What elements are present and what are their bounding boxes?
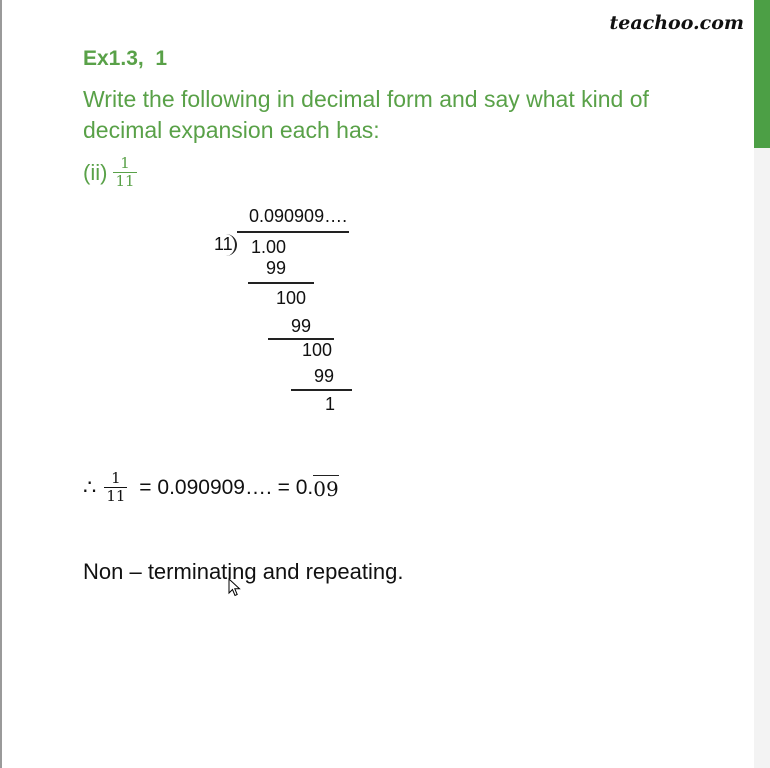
part-label: (ii)	[83, 159, 108, 185]
mouse-pointer-icon	[228, 578, 242, 598]
part-fraction	[113, 155, 136, 190]
fraction-numerator: 1	[111, 469, 121, 487]
subtraction-line	[291, 389, 352, 391]
result-fraction	[104, 470, 127, 505]
decimal-equality: = 0.090909…. = 0.	[133, 475, 314, 499]
subtraction-line	[248, 282, 314, 284]
division-dividend: 1.00	[251, 237, 287, 257]
result-line	[83, 470, 339, 505]
scrollbar-thumb[interactable]	[754, 0, 770, 148]
division-step: 100	[276, 288, 307, 308]
question-part	[83, 155, 137, 190]
division-quotient: 0.090909….	[249, 206, 348, 226]
repeating-digits: 09	[313, 476, 339, 501]
fraction-denominator: 11	[106, 487, 126, 505]
division-step: 99	[314, 366, 335, 386]
exercise-title: Ex1.3, 1	[83, 47, 168, 70]
fraction-denominator: 11	[115, 172, 135, 190]
conclusion-text: Non – terminating and repeating.	[83, 559, 404, 584]
division-step: 99	[291, 316, 312, 336]
division-step: 99	[266, 258, 287, 278]
question-text: Write the following in decimal form and say what kind of decimal expansion each has:	[83, 86, 649, 143]
division-bar	[237, 231, 349, 233]
division-remainder: 1	[325, 394, 336, 414]
brand-logo: teachoo.com	[609, 12, 744, 34]
fraction-numerator: 1	[120, 154, 130, 172]
therefore-symbol: ∴	[83, 476, 97, 499]
page-left-border	[0, 0, 2, 768]
division-divisor: 11	[214, 234, 233, 254]
division-step: 100	[302, 340, 333, 360]
division-bracket	[225, 234, 237, 256]
